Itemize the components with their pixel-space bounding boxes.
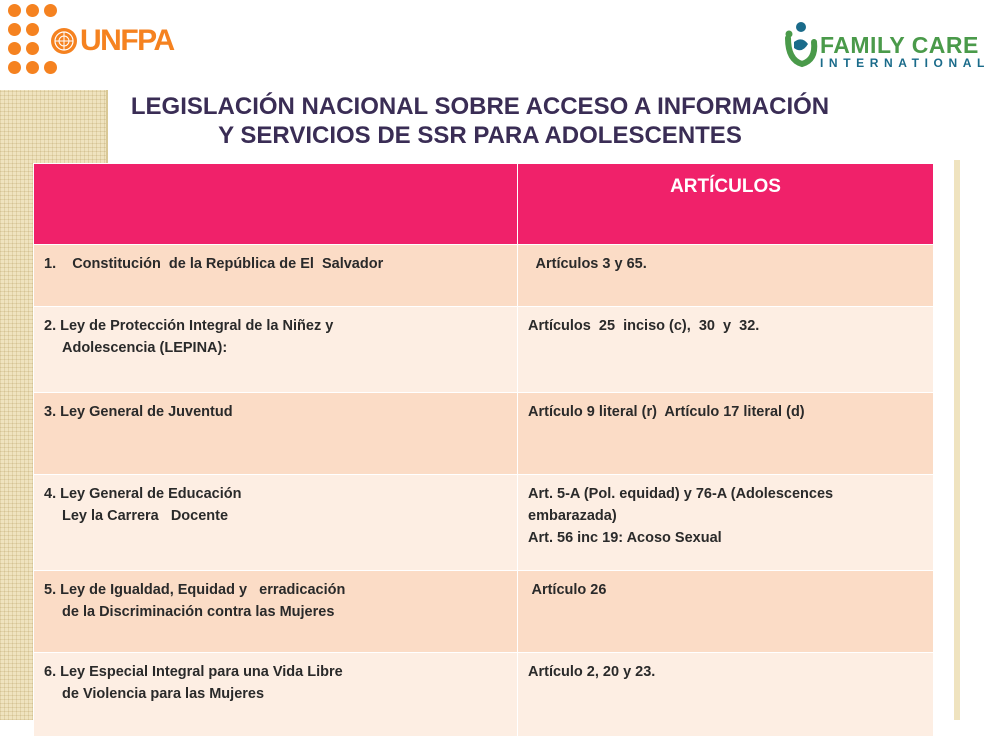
law-name-continued: de Violencia para las Mujeres [62,686,265,702]
law-name-continued: de la Discriminación contra las Mujeres [62,604,335,620]
law-name: 6. Ley Especial Integral para una Vida Libre [44,664,343,680]
law-cell [34,653,518,737]
law-name: 3. Ley General de Juventud [44,404,233,420]
law-name: 2. Ley de Protección Integral de la Niñez y [44,318,334,334]
articles-cell [518,475,934,571]
table-row [34,393,934,475]
articles-text: Artículos 25 inciso (c), 30 y 32. [528,318,760,334]
law-cell [34,307,518,393]
articles-text: Artículo 2, 20 y 23. [528,664,656,680]
law-name: 5. Ley de Igualdad, Equidad y erradicación [44,582,346,598]
law-name: 1. Constitución de la República de El Salvador [44,256,384,272]
legislation-table [33,163,934,737]
law-cell [34,393,518,475]
title-line-1: LEGISLACIÓN NACIONAL SOBRE ACCESO A INFORMACIÓN [130,93,830,120]
family-care-logo [780,20,990,80]
law-name-continued: Adolescencia (LEPINA): [62,340,228,356]
table-header-row [34,164,934,245]
family-care-logo-subtext: INTERNATIONAL [820,56,990,70]
law-name-continued: Ley la Carrera Docente [62,508,229,524]
decorative-right-edge [954,160,960,720]
articles-text: Artículo 9 literal (r) Artículo 17 literal (d) [528,404,805,420]
page-title [40,92,920,150]
table-row [34,571,934,653]
family-care-logo-text: FAMILY CARE [820,32,979,58]
articles-text: Artículo 26 [528,582,607,598]
unfpa-logo-text: UNFPA [80,24,174,57]
table-row [34,653,934,737]
title-line-2: Y SERVICIOS DE SSR PARA ADOLESCENTES [218,122,742,149]
family-care-icon [780,20,822,72]
articles-cell [518,245,934,307]
articles-cell [518,393,934,475]
header-cell-law [34,164,518,245]
articles-cell [518,307,934,393]
un-emblem-icon [49,26,79,56]
header-cell-articles: ARTÍCULOS [518,164,934,245]
articles-text: Art. 5-A (Pol. equidad) y 76-A (Adolescences embarazada) [528,486,834,524]
articles-text-continued: Art. 56 inc 19: Acoso Sexual [528,530,722,546]
law-cell [34,475,518,571]
table-row [34,245,934,307]
articles-cell [518,571,934,653]
unfpa-logo [6,2,174,82]
law-cell [34,571,518,653]
law-cell [34,245,518,307]
articles-text: Artículos 3 y 65. [528,256,647,272]
articles-cell [518,653,934,737]
table-row [34,307,934,393]
table-row [34,475,934,571]
law-name: 4. Ley General de Educación [44,486,242,502]
